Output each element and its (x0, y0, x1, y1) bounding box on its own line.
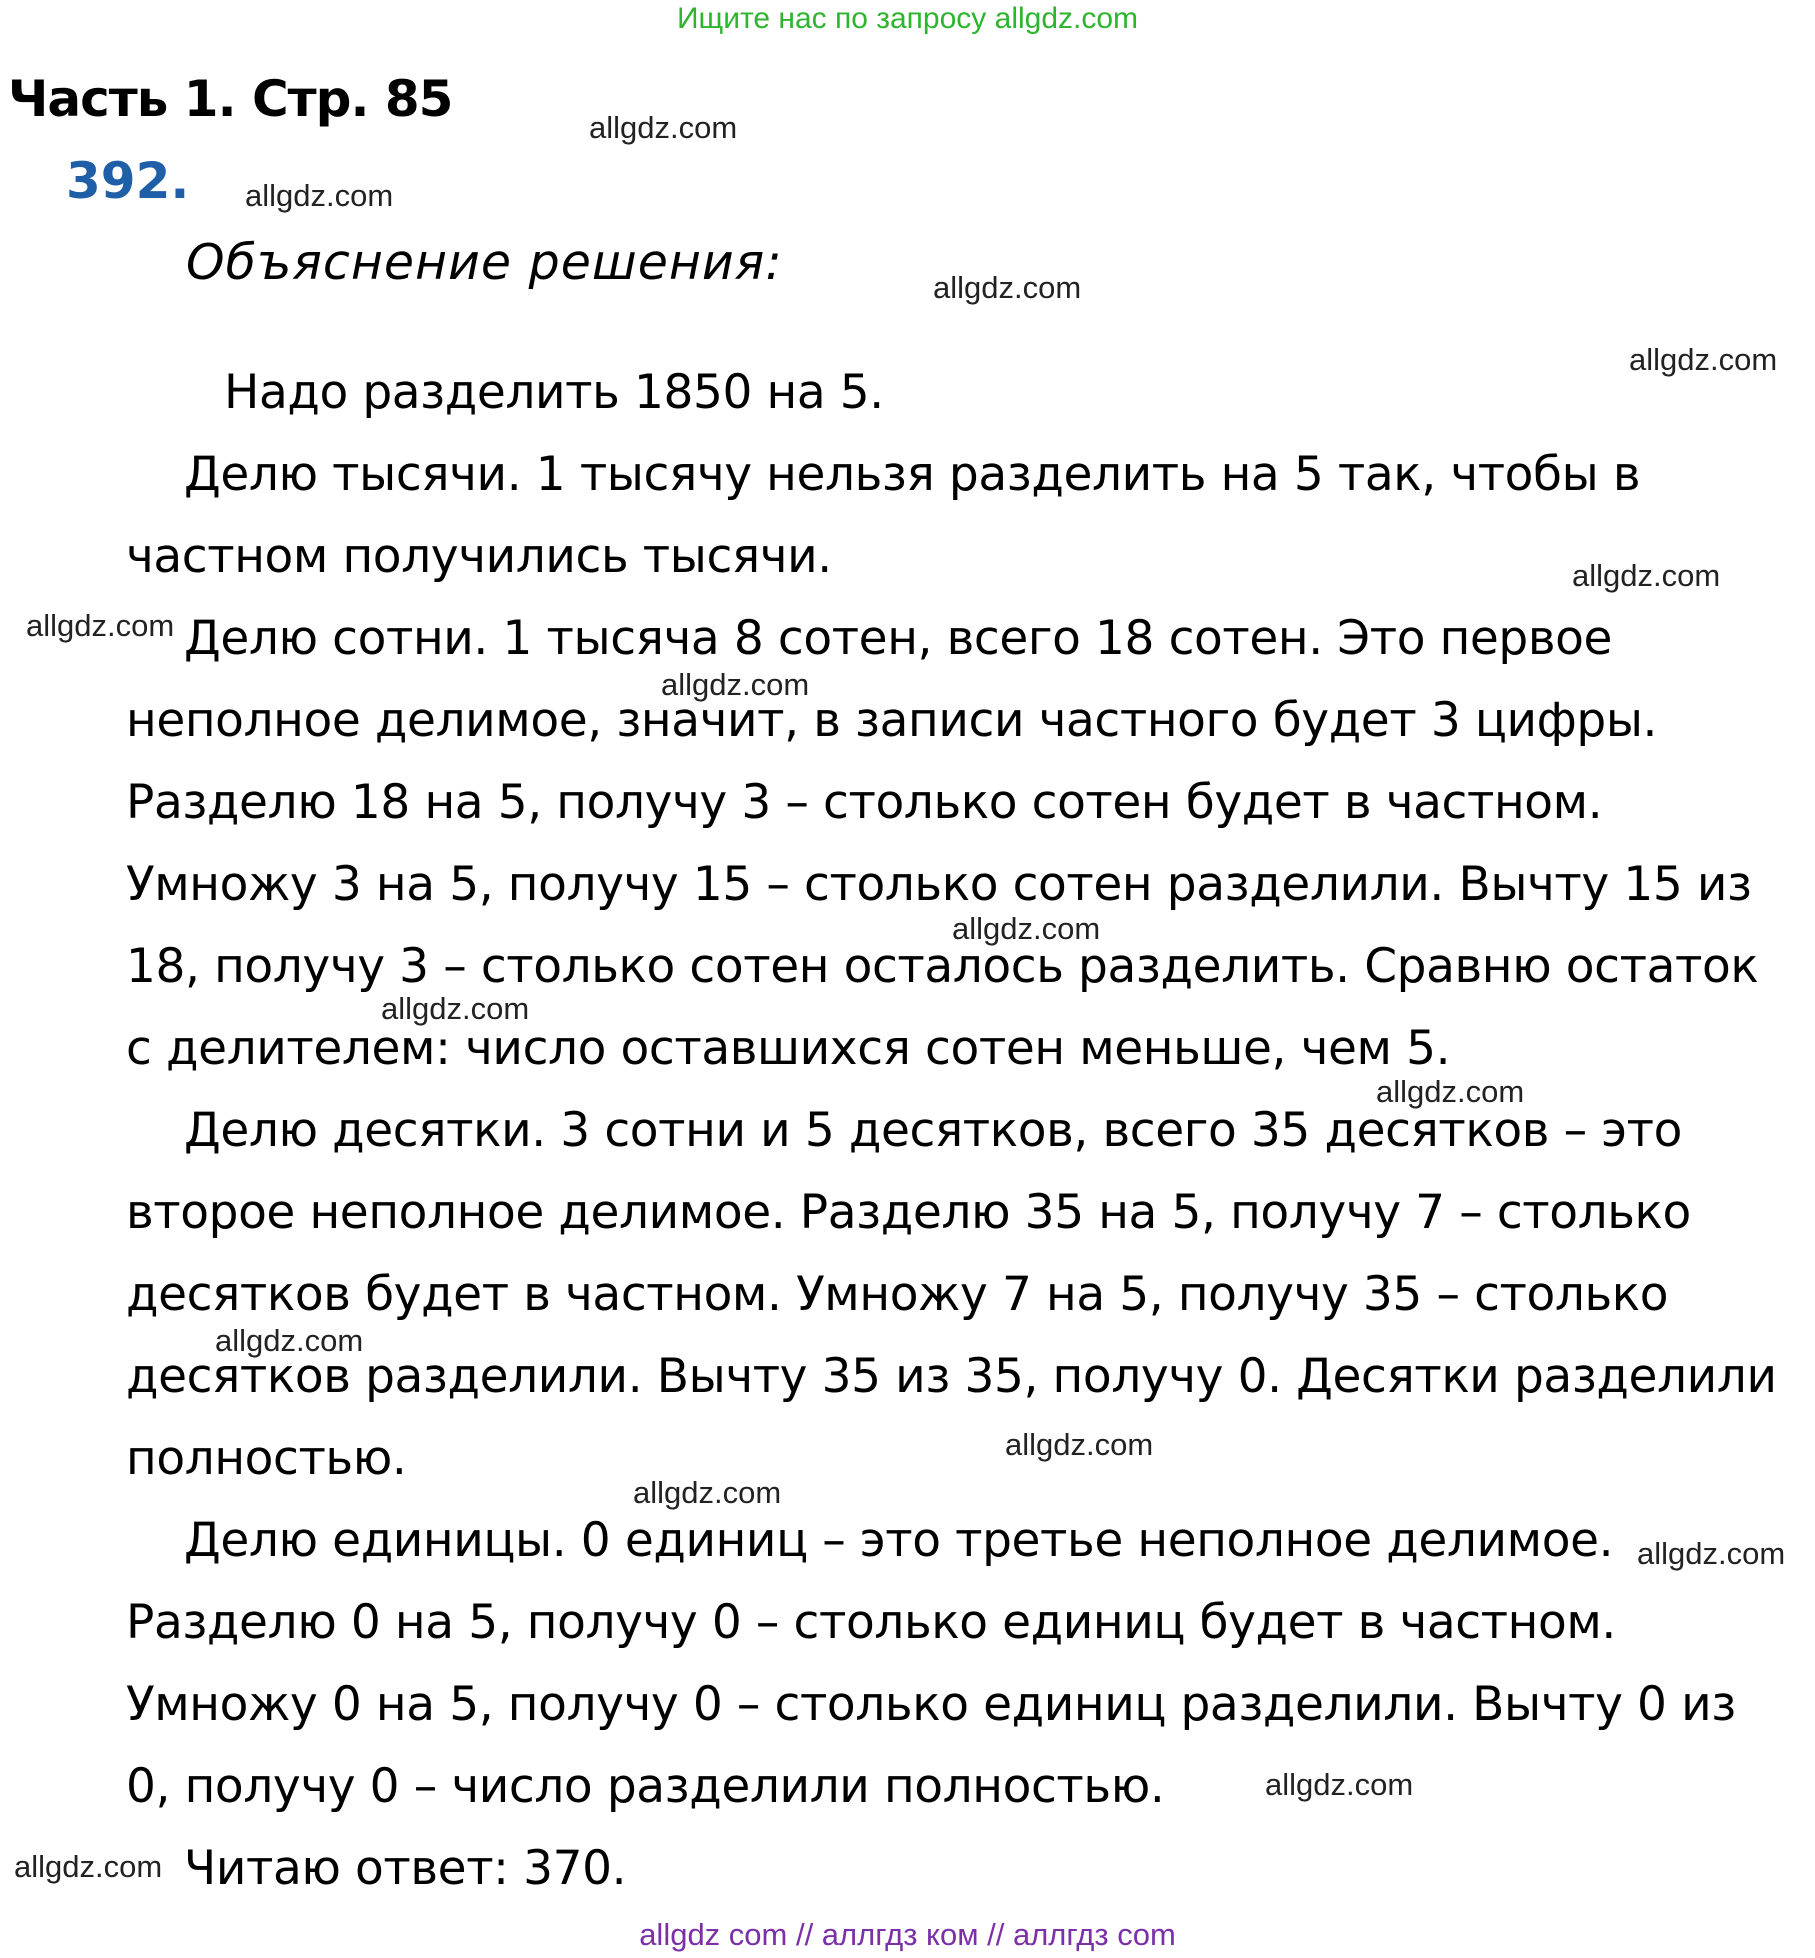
part-title: Часть 1. Стр. 85 (8, 70, 453, 128)
solution-line: Делю тысячи. 1 тысячу нельзя разделить на 5 так, чтобы в (184, 447, 1641, 502)
watermark: allgdz.com (633, 1475, 782, 1510)
watermark: allgdz.com (26, 608, 175, 643)
solution-line: полностью. (126, 1431, 407, 1486)
top-banner: Ищите нас по запросу allgdz.com (676, 2, 1139, 35)
solution-line: с делителем: число оставшихся сотен меньше, чем 5. (126, 1021, 1451, 1076)
explanation-heading: Объяснение решения: (186, 234, 783, 291)
answer-line: Читаю ответ: 370. (184, 1841, 627, 1896)
solution-line: десятков разделили. Вычту 35 из 35, получу 0. Десятки разделили (126, 1349, 1777, 1404)
watermark: allgdz.com (589, 110, 738, 145)
solution-line: Делю единицы. 0 единиц – это третье неполное делимое. (184, 1513, 1614, 1568)
solution-line: 0, получу 0 – число разделили полностью. (126, 1759, 1165, 1814)
solution-line: Делю сотни. 1 тысяча 8 сотен, всего 18 сотен. Это первое (184, 611, 1613, 666)
footer-links: allgdz com // аллгдз ком // аллгдз com (639, 1917, 1176, 1952)
task-number: 392. (66, 152, 190, 210)
watermark: allgdz.com (1572, 558, 1721, 593)
watermark: allgdz.com (14, 1849, 163, 1884)
watermark: allgdz.com (245, 178, 394, 213)
watermark: allgdz.com (1376, 1074, 1525, 1109)
solution-line: Делю десятки. 3 сотни и 5 десятков, всего 35 десятков – это (184, 1103, 1682, 1158)
solution-line: неполное делимое, значит, в записи частного будет 3 цифры. (126, 693, 1658, 748)
solution-line: Умножу 0 на 5, получу 0 – столько единиц разделили. Вычту 0 из (126, 1677, 1736, 1732)
watermark: allgdz.com (381, 991, 530, 1026)
watermark: allgdz.com (661, 667, 810, 702)
solution-line: Разделю 0 на 5, получу 0 – столько единиц будет в частном. (126, 1595, 1616, 1650)
watermark: allgdz.com (1265, 1767, 1414, 1802)
solution-line: частном получились тысячи. (126, 529, 832, 584)
solution-line: 18, получу 3 – столько сотен осталось разделить. Сравню остаток (126, 939, 1759, 994)
watermark: allgdz.com (952, 911, 1101, 946)
solution-line: Разделю 18 на 5, получу 3 – столько сотен будет в частном. (126, 775, 1603, 830)
solution-line: десятков будет в частном. Умножу 7 на 5, получу 35 – столько (126, 1267, 1669, 1322)
watermark: allgdz.com (1005, 1427, 1154, 1462)
solution-line: Надо разделить 1850 на 5. (224, 365, 884, 420)
watermark: allgdz.com (1637, 1536, 1786, 1571)
watermark: allgdz.com (1629, 342, 1778, 377)
watermark: allgdz.com (215, 1323, 364, 1358)
watermark: allgdz.com (933, 270, 1082, 305)
solution-line: Умножу 3 на 5, получу 15 – столько сотен разделили. Вычту 15 из (126, 857, 1752, 912)
solution-line: второе неполное делимое. Разделю 35 на 5, получу 7 – столько (126, 1185, 1691, 1240)
